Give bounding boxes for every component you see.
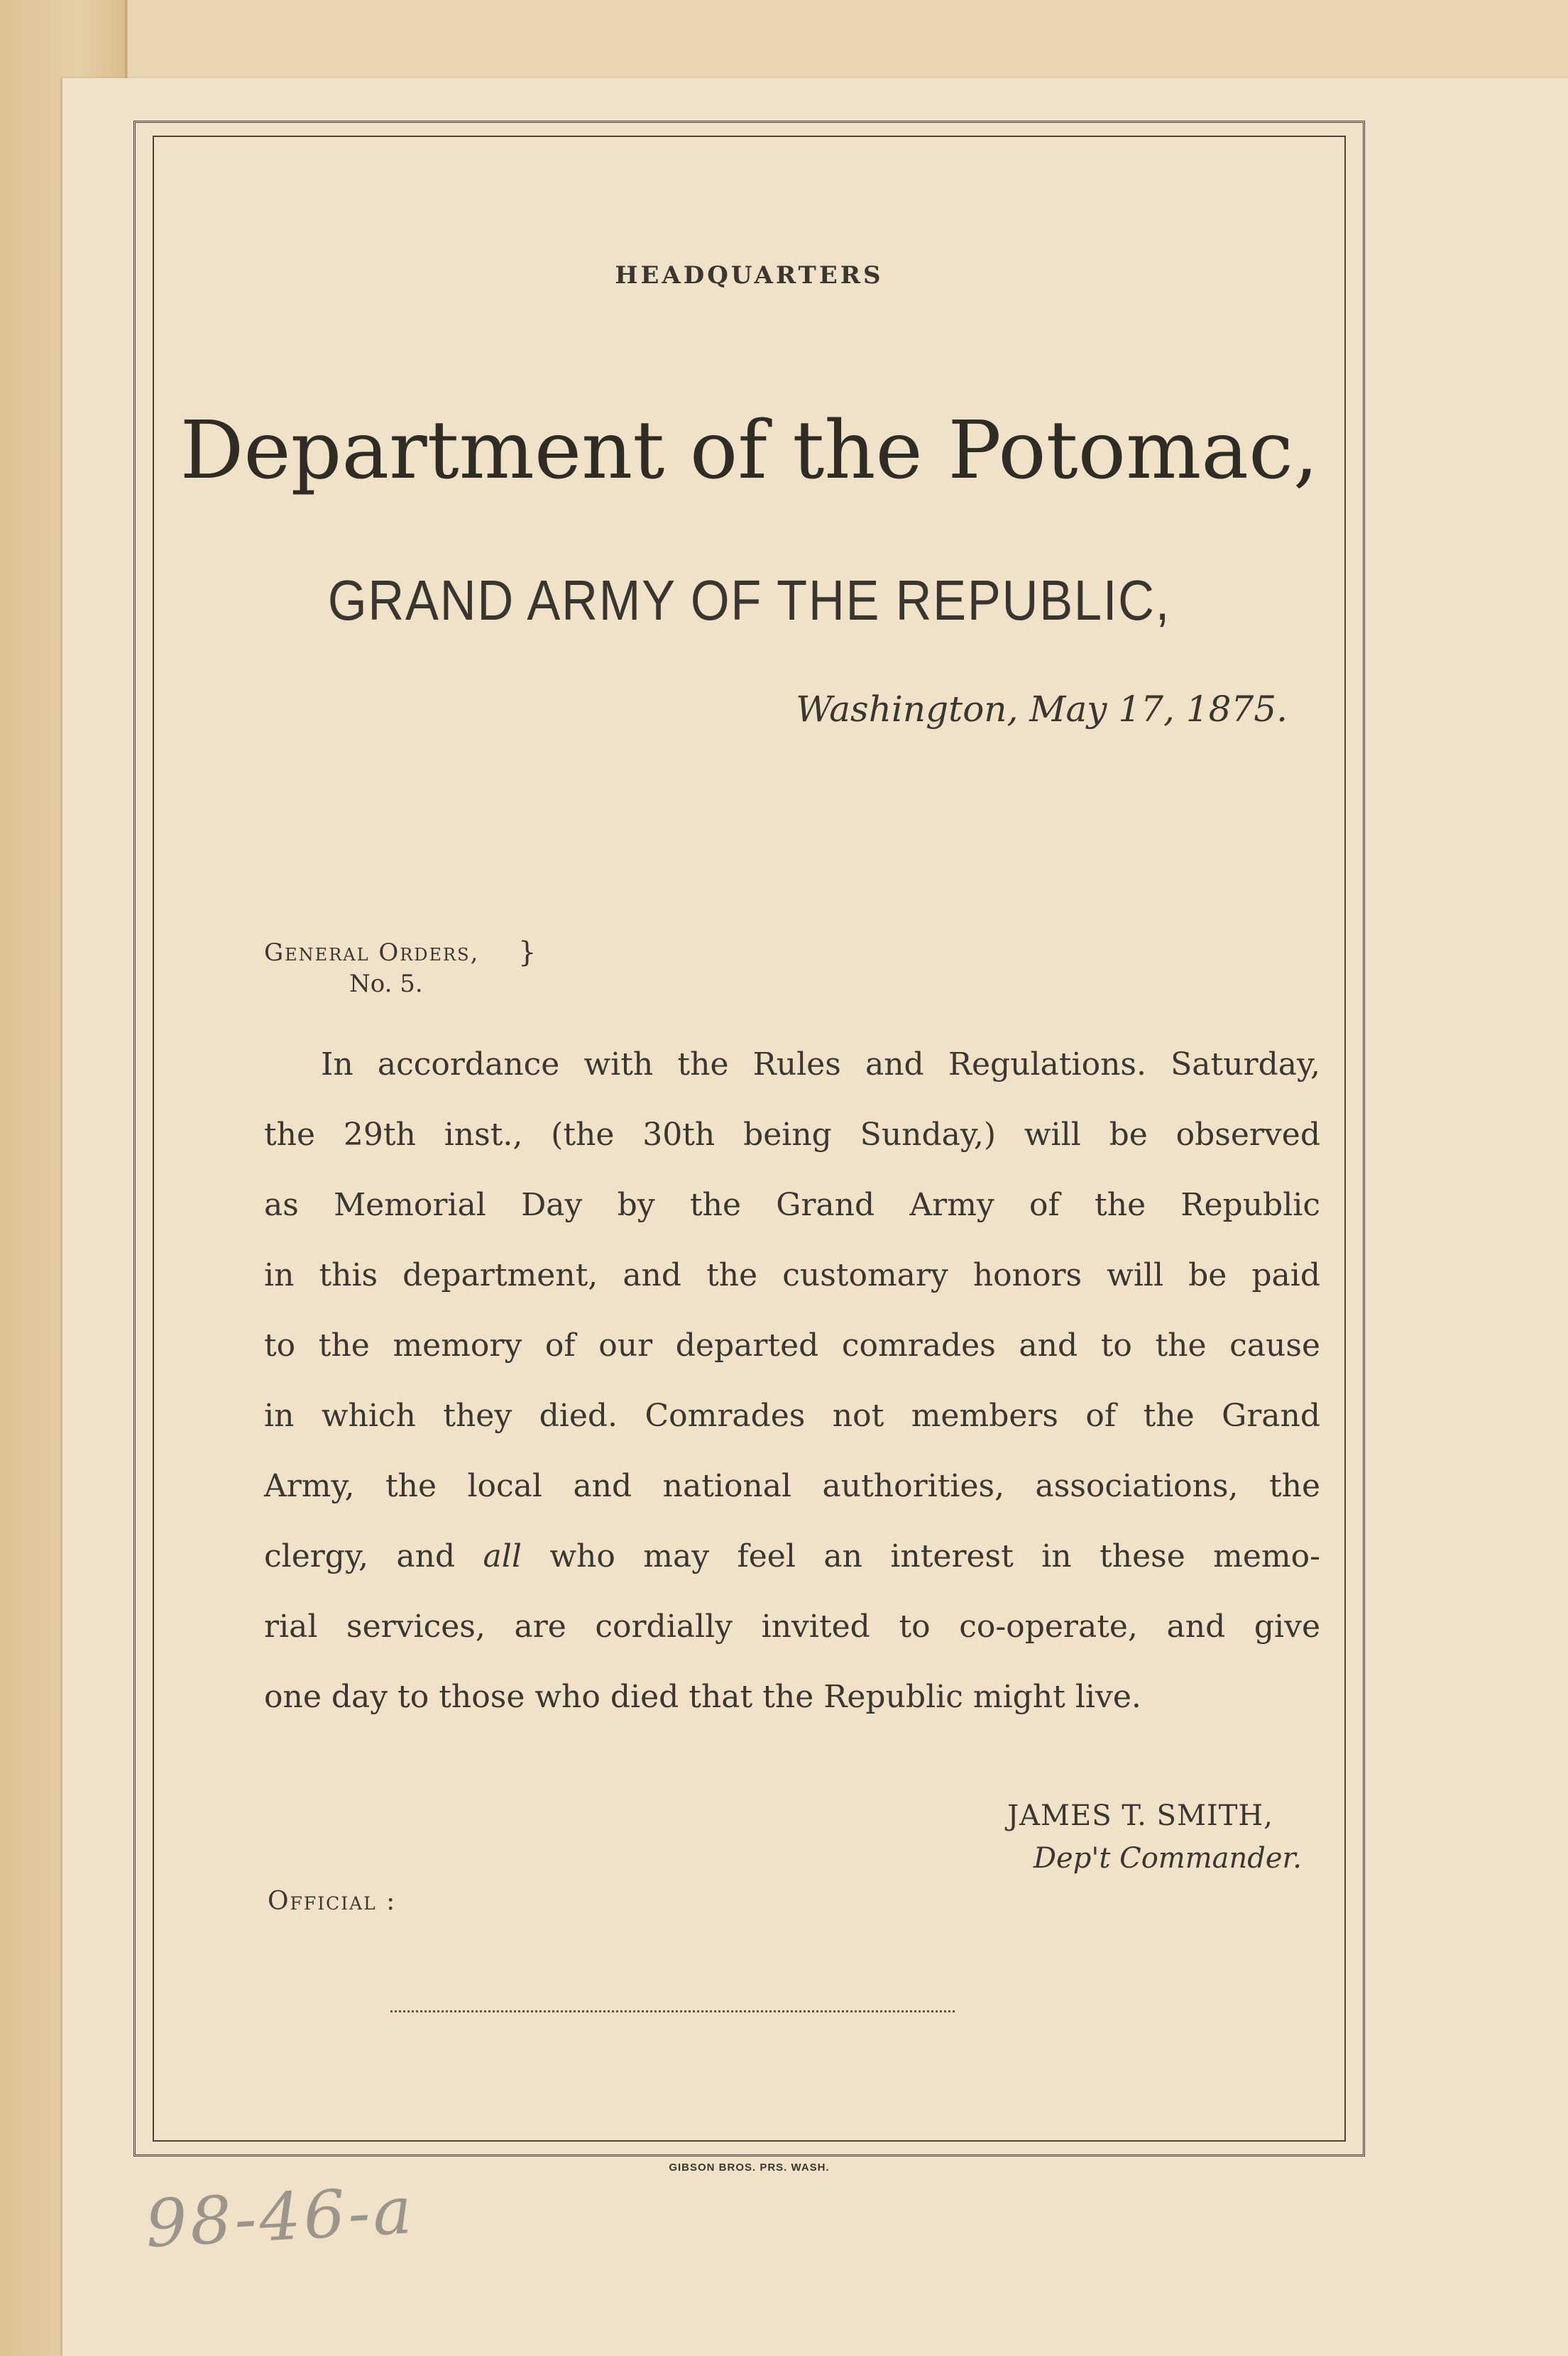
body-line: to the memory of our departed comrades and to the cause xyxy=(264,1327,1320,1364)
signature-line xyxy=(390,2010,955,2012)
emphasized-word: all xyxy=(483,1538,522,1574)
headquarters-heading: HEADQUARTERS xyxy=(615,261,884,290)
organization-subtitle: GRAND ARMY OF THE REPUBLIC, xyxy=(327,569,1171,632)
orders-number: No. 5. xyxy=(349,970,423,998)
signer-title: Dep't Commander. xyxy=(1033,1842,1302,1875)
signer-name: JAMES T. SMITH, xyxy=(1007,1799,1273,1832)
body-line: as Memorial Day by the Grand Army of the Republic xyxy=(264,1187,1320,1223)
official-label: Official : xyxy=(268,1887,397,1916)
body-text-segment: clergy, and xyxy=(264,1538,483,1574)
orders-label: General Orders, xyxy=(264,938,480,967)
general-orders-block xyxy=(264,936,537,999)
body-line: one day to those who died that the Republic might live. xyxy=(264,1679,1141,1715)
body-line-with-emphasis xyxy=(264,1521,1320,1591)
body-text-segment: who may feel an interest in these memo- xyxy=(521,1538,1320,1574)
body-line: Army, the local and national authorities, associations, the xyxy=(264,1468,1320,1504)
body-line: In accordance with the Rules and Regulations. Saturday, xyxy=(321,1046,1320,1083)
department-title: Department of the Potomac, xyxy=(180,405,1319,497)
body-line: rial services, are cordially invited to co-operate, and give xyxy=(264,1609,1320,1645)
printer-imprint: GIBSON BROS. PRS. WASH. xyxy=(669,2162,830,2174)
order-body xyxy=(264,1029,1320,1732)
body-line: in which they died. Comrades not members of the Grand xyxy=(264,1398,1320,1434)
body-line: the 29th inst., (the 30th being Sunday,) will be observed xyxy=(264,1117,1320,1153)
brace-glyph: } xyxy=(518,936,537,969)
body-line: in this department, and the customary honors will be paid xyxy=(264,1257,1320,1293)
dateline: Washington, May 17, 1875. xyxy=(796,689,1288,730)
handwritten-archive-number: 98-46-a xyxy=(143,2172,417,2262)
